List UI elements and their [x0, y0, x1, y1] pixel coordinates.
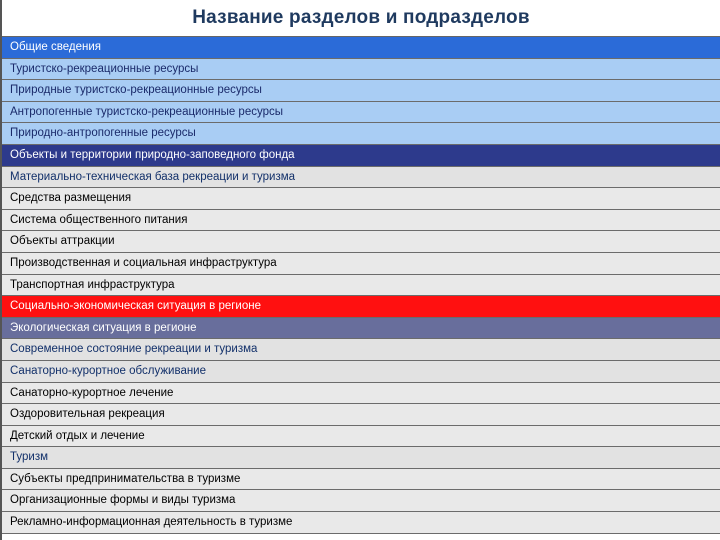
section-row: Рекламно-информационная деятельность в туризме	[2, 512, 720, 534]
section-row: Субъекты предпринимательства в туризме	[2, 469, 720, 491]
section-row: Туризм	[2, 447, 720, 469]
section-row: Экологическая ситуация в регионе	[2, 318, 720, 340]
section-row: Средства размещения	[2, 188, 720, 210]
section-row: Санаторно-курортное лечение	[2, 383, 720, 405]
section-row: Детский отдых и лечение	[2, 426, 720, 448]
table-title: Название разделов и подразделов	[2, 0, 720, 37]
section-row: Оздоровительная рекреация	[2, 404, 720, 426]
section-row: Современное состояние рекреации и туризма	[2, 339, 720, 361]
section-list	[2, 37, 720, 534]
section-row: Природные туристско-рекреационные ресурсы	[2, 80, 720, 102]
section-row: Система общественного питания	[2, 210, 720, 232]
section-row: Материально-техническая база рекреации и туризма	[2, 167, 720, 189]
section-row: Объекты аттракции	[2, 231, 720, 253]
section-row: Антропогенные туристско-рекреационные ресурсы	[2, 102, 720, 124]
section-row: Социально-экономическая ситуация в регионе	[2, 296, 720, 318]
section-row: Санаторно-курортное обслуживание	[2, 361, 720, 383]
section-row: Производственная и социальная инфраструктура	[2, 253, 720, 275]
section-row: Туристско-рекреационные ресурсы	[2, 59, 720, 81]
section-row: Общие сведения	[2, 37, 720, 59]
section-row: Организационные формы и виды туризма	[2, 490, 720, 512]
section-row: Природно-антропогенные ресурсы	[2, 123, 720, 145]
section-row: Объекты и территории природно-заповедного фонда	[2, 145, 720, 167]
section-row: Транспортная инфраструктура	[2, 275, 720, 297]
